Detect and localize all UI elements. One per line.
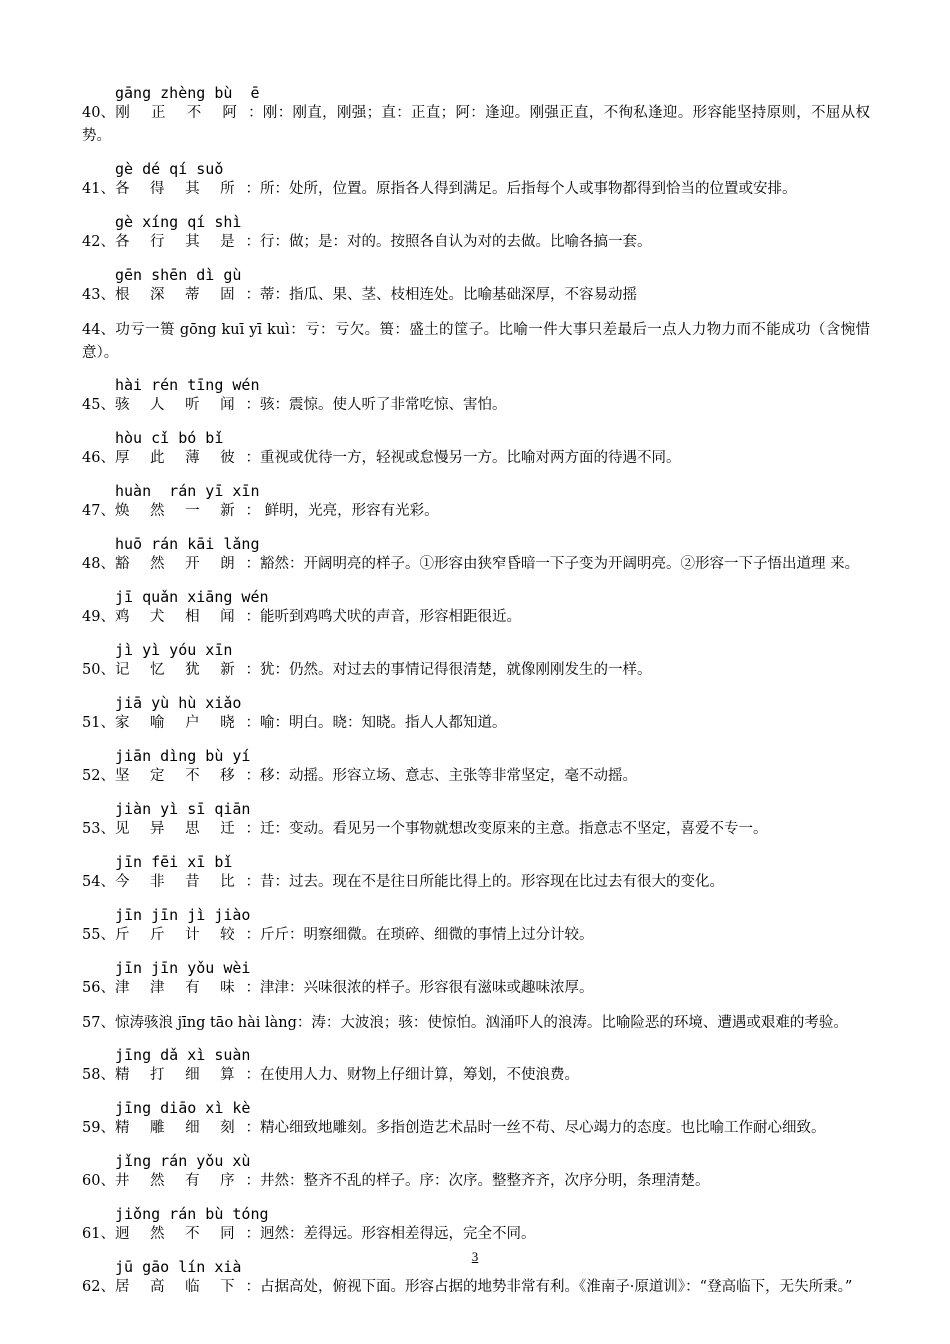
idiom-definition: ：迁：变动。看见另一个事物就想改变原来的主意。指意志不坚定，喜爱不专一。: [245, 821, 768, 837]
idiom-definition: gōng kuī yī kuì：亏：亏欠。篑：盛土的筐子。比喻一件大事只差最后一点人力物力而不能成功（含惋惜意）。: [82, 322, 871, 361]
idiom-number: 60、: [82, 1173, 115, 1189]
idiom-number: 58、: [82, 1067, 115, 1083]
idiom-pinyin: hòu cǐ bó bǐ: [115, 429, 224, 447]
idiom-entry: [82, 641, 870, 682]
idiom-definition: ：能听到鸡鸣犬吠的声音，形容相距很近。: [245, 609, 522, 625]
idiom-entry: [82, 213, 870, 254]
idiom-text: [82, 284, 870, 307]
idiom-number: 50、: [82, 662, 115, 678]
idiom-number: 47、: [82, 503, 115, 519]
idiom-word: 厚 此 薄 彼: [115, 450, 243, 466]
idiom-entry: [82, 694, 870, 735]
idiom-list: [82, 84, 870, 1311]
idiom-definition: ：犹：仍然。对过去的事情记得很清楚，就像刚刚发生的一样。: [245, 662, 652, 678]
idiom-number: 48、: [82, 556, 115, 572]
idiom-definition: ：迥然：差得远。形容相差得远，完全不同。: [245, 1226, 536, 1242]
idiom-text: [82, 606, 870, 629]
idiom-number: 46、: [82, 450, 115, 466]
idiom-text: [82, 871, 870, 894]
idiom-word: 焕 然 一 新: [115, 503, 243, 519]
idiom-word: 居 高 临 下: [115, 1279, 243, 1295]
idiom-definition: ：蒂：指瓜、果、茎、枝相连处。比喻基础深厚，不容易动摇: [245, 287, 638, 303]
idiom-word: 井 然 有 序: [115, 1173, 243, 1189]
idiom-word: 各 得 其 所: [115, 181, 243, 197]
idiom-pinyin: jīn jīn jì jiào: [115, 906, 251, 924]
idiom-text: [82, 765, 870, 788]
idiom-word: 豁 然 开 朗: [115, 556, 243, 572]
idiom-word: 功亏一篑: [115, 322, 175, 338]
idiom-pinyin: jīn fēi xī bǐ: [115, 853, 233, 871]
idiom-text: [82, 1064, 870, 1087]
idiom-definition: ：所：处所，位置。原指各人得到满足。后指每个人或事物都得到恰当的位置或安排。: [245, 181, 797, 197]
idiom-entry: [82, 853, 870, 894]
idiom-entry: [82, 588, 870, 629]
idiom-pinyin: jīng dǎ xì suàn: [115, 1046, 251, 1064]
idiom-entry: [82, 482, 870, 523]
idiom-number: 43、: [82, 287, 115, 303]
idiom-pinyin: jiā yù hù xiǎo: [115, 694, 242, 712]
idiom-number: 45、: [82, 397, 115, 413]
idiom-text: [82, 1012, 870, 1035]
idiom-number: 44、: [82, 322, 115, 338]
idiom-definition: ：骇：震惊。使人听了非常吃惊、害怕。: [245, 397, 507, 413]
page-number: 3: [471, 1249, 479, 1264]
idiom-number: 59、: [82, 1120, 115, 1136]
idiom-definition: ：斤斤：明察细微。在琐碎、细微的事情上过分计较。: [245, 927, 594, 943]
idiom-word: 刚 正 不 阿: [115, 105, 246, 121]
idiom-entry: [82, 160, 870, 201]
idiom-number: 56、: [82, 980, 115, 996]
idiom-entry: [82, 1012, 870, 1035]
idiom-pinyin: jīn jīn yǒu wèi: [115, 959, 251, 977]
idiom-pinyin: jǐng rán yǒu xù: [115, 1152, 251, 1170]
idiom-entry: [82, 800, 870, 841]
idiom-entry: [82, 266, 870, 307]
idiom-word: 惊涛骇浪: [115, 1015, 173, 1031]
idiom-entry: [82, 1152, 870, 1193]
idiom-pinyin: jī quǎn xiāng wén: [115, 588, 269, 606]
idiom-pinyin: hài rén tīng wén: [115, 376, 260, 394]
idiom-word: 鸡 犬 相 闻: [115, 609, 243, 625]
idiom-pinyin: jū gāo lín xià: [115, 1258, 242, 1276]
idiom-word: 各 行 其 是: [115, 234, 243, 250]
idiom-entry: [82, 747, 870, 788]
idiom-text: [82, 1117, 870, 1140]
idiom-number: 51、: [82, 715, 115, 731]
idiom-definition: ：津津：兴味很浓的样子。形容很有滋味或趣味浓厚。: [245, 980, 594, 996]
idiom-text: [82, 447, 870, 470]
idiom-word: 津 津 有 味: [115, 980, 243, 996]
idiom-pinyin: jì yì yóu xīn: [115, 641, 233, 659]
idiom-text: [82, 977, 870, 1000]
idiom-text: [82, 319, 870, 365]
idiom-word: 坚 定 不 移: [115, 768, 243, 784]
idiom-entry: [82, 84, 870, 148]
idiom-text: [82, 1223, 870, 1246]
idiom-definition: ： 鲜明，光亮，形容有光彩。: [245, 503, 439, 519]
idiom-entry: [82, 1099, 870, 1140]
idiom-number: 55、: [82, 927, 115, 943]
idiom-word: 精 打 细 算: [115, 1067, 243, 1083]
idiom-number: 42、: [82, 234, 115, 250]
idiom-number: 62、: [82, 1279, 115, 1295]
idiom-definition: ：移：动摇。形容立场、意志、主张等非常坚定，毫不动摇。: [245, 768, 638, 784]
idiom-text: [82, 1170, 870, 1193]
idiom-text: [82, 231, 870, 254]
idiom-text: [82, 178, 870, 201]
idiom-number: 54、: [82, 874, 115, 890]
idiom-entry: [82, 429, 870, 470]
idiom-definition: ：精心细致地雕刻。多指创造艺术品时一丝不苟、尽心竭力的态度。也比喻工作耐心细致。: [245, 1120, 826, 1136]
idiom-text: [82, 500, 870, 523]
idiom-text: [82, 924, 870, 947]
idiom-pinyin: gāng zhèng bù ē: [115, 84, 260, 102]
idiom-text: [82, 553, 870, 576]
idiom-number: 61、: [82, 1226, 115, 1242]
idiom-pinyin: jiàn yì sī qiān: [115, 800, 251, 818]
idiom-entry: [82, 319, 870, 365]
idiom-pinyin: gēn shēn dì gù: [115, 266, 242, 284]
idiom-definition: ：在使用人力、财物上仔细计算，筹划，不使浪费。: [245, 1067, 580, 1083]
idiom-word: 迥 然 不 同: [115, 1226, 243, 1242]
idiom-definition: ：豁然：开阔明亮的样子。①形容由狭窄昏暗一下子变为开阔明亮。②形容一下子悟出道理 来。: [245, 556, 860, 572]
idiom-text: [82, 394, 870, 417]
idiom-entry: [82, 959, 870, 1000]
idiom-definition: jīng tāo hài làng：涛：大波浪；骇：使惊怕。汹涌吓人的浪涛。比喻险恶的环境、遭遇或艰难的考验。: [173, 1015, 848, 1031]
idiom-word: 精 雕 细 刻: [115, 1120, 243, 1136]
idiom-entry: [82, 1046, 870, 1087]
idiom-pinyin: jiǒng rán bù tóng: [115, 1205, 269, 1223]
idiom-text: [82, 102, 870, 148]
idiom-entry: [82, 376, 870, 417]
idiom-number: 57、: [82, 1015, 115, 1031]
idiom-pinyin: gè dé qí suǒ: [115, 160, 224, 178]
idiom-number: 41、: [82, 181, 115, 197]
idiom-text: [82, 712, 870, 735]
idiom-number: 49、: [82, 609, 115, 625]
idiom-word: 家 喻 户 晓: [115, 715, 243, 731]
idiom-pinyin: huō rán kāi lǎng: [115, 535, 260, 553]
idiom-entry: [82, 906, 870, 947]
idiom-word: 记 忆 犹 新: [115, 662, 243, 678]
idiom-number: 52、: [82, 768, 115, 784]
idiom-pinyin: gè xíng qí shì: [115, 213, 242, 231]
idiom-number: 53、: [82, 821, 115, 837]
idiom-text: [82, 659, 870, 682]
idiom-definition: ：喻：明白。晓：知晓。指人人都知道。: [245, 715, 507, 731]
idiom-text: [82, 1276, 870, 1299]
idiom-pinyin: jīng diāo xì kè: [115, 1099, 251, 1117]
idiom-word: 骇 人 听 闻: [115, 397, 243, 413]
idiom-definition: ：占据高处，俯视下面。形容占据的地势非常有利。《淮南子·原道训》：“登高临下，无失所秉。”: [245, 1279, 853, 1295]
idiom-definition: ：行：做；是：对的。按照各自认为对的去做。比喻各搞一套。: [245, 234, 652, 250]
idiom-pinyin: huàn rán yī xīn: [115, 482, 260, 500]
idiom-definition: ：刚：刚直，刚强；直：正直；阿：逢迎。刚强正直，不徇私逢迎。形容能坚持原则，不屈从权势。: [82, 105, 871, 144]
idiom-entry: [82, 1205, 870, 1246]
idiom-word: 今 非 昔 比: [115, 874, 243, 890]
idiom-word: 斤 斤 计 较: [115, 927, 243, 943]
idiom-word: 根 深 蒂 固: [115, 287, 243, 303]
idiom-word: 见 异 思 迁: [115, 821, 243, 837]
idiom-number: 40、: [82, 105, 115, 121]
idiom-definition: ：井然：整齐不乱的样子。序：次序。整整齐齐，次序分明，条理清楚。: [245, 1173, 710, 1189]
idiom-definition: ：重视或优待一方，轻视或怠慢另一方。比喻对两方面的待遇不同。: [245, 450, 681, 466]
idiom-text: [82, 818, 870, 841]
idiom-entry: [82, 535, 870, 576]
idiom-pinyin: jiān dìng bù yí: [115, 747, 251, 765]
idiom-definition: ：昔：过去。现在不是往日所能比得上的。形容现在比过去有很大的变化。: [245, 874, 725, 890]
